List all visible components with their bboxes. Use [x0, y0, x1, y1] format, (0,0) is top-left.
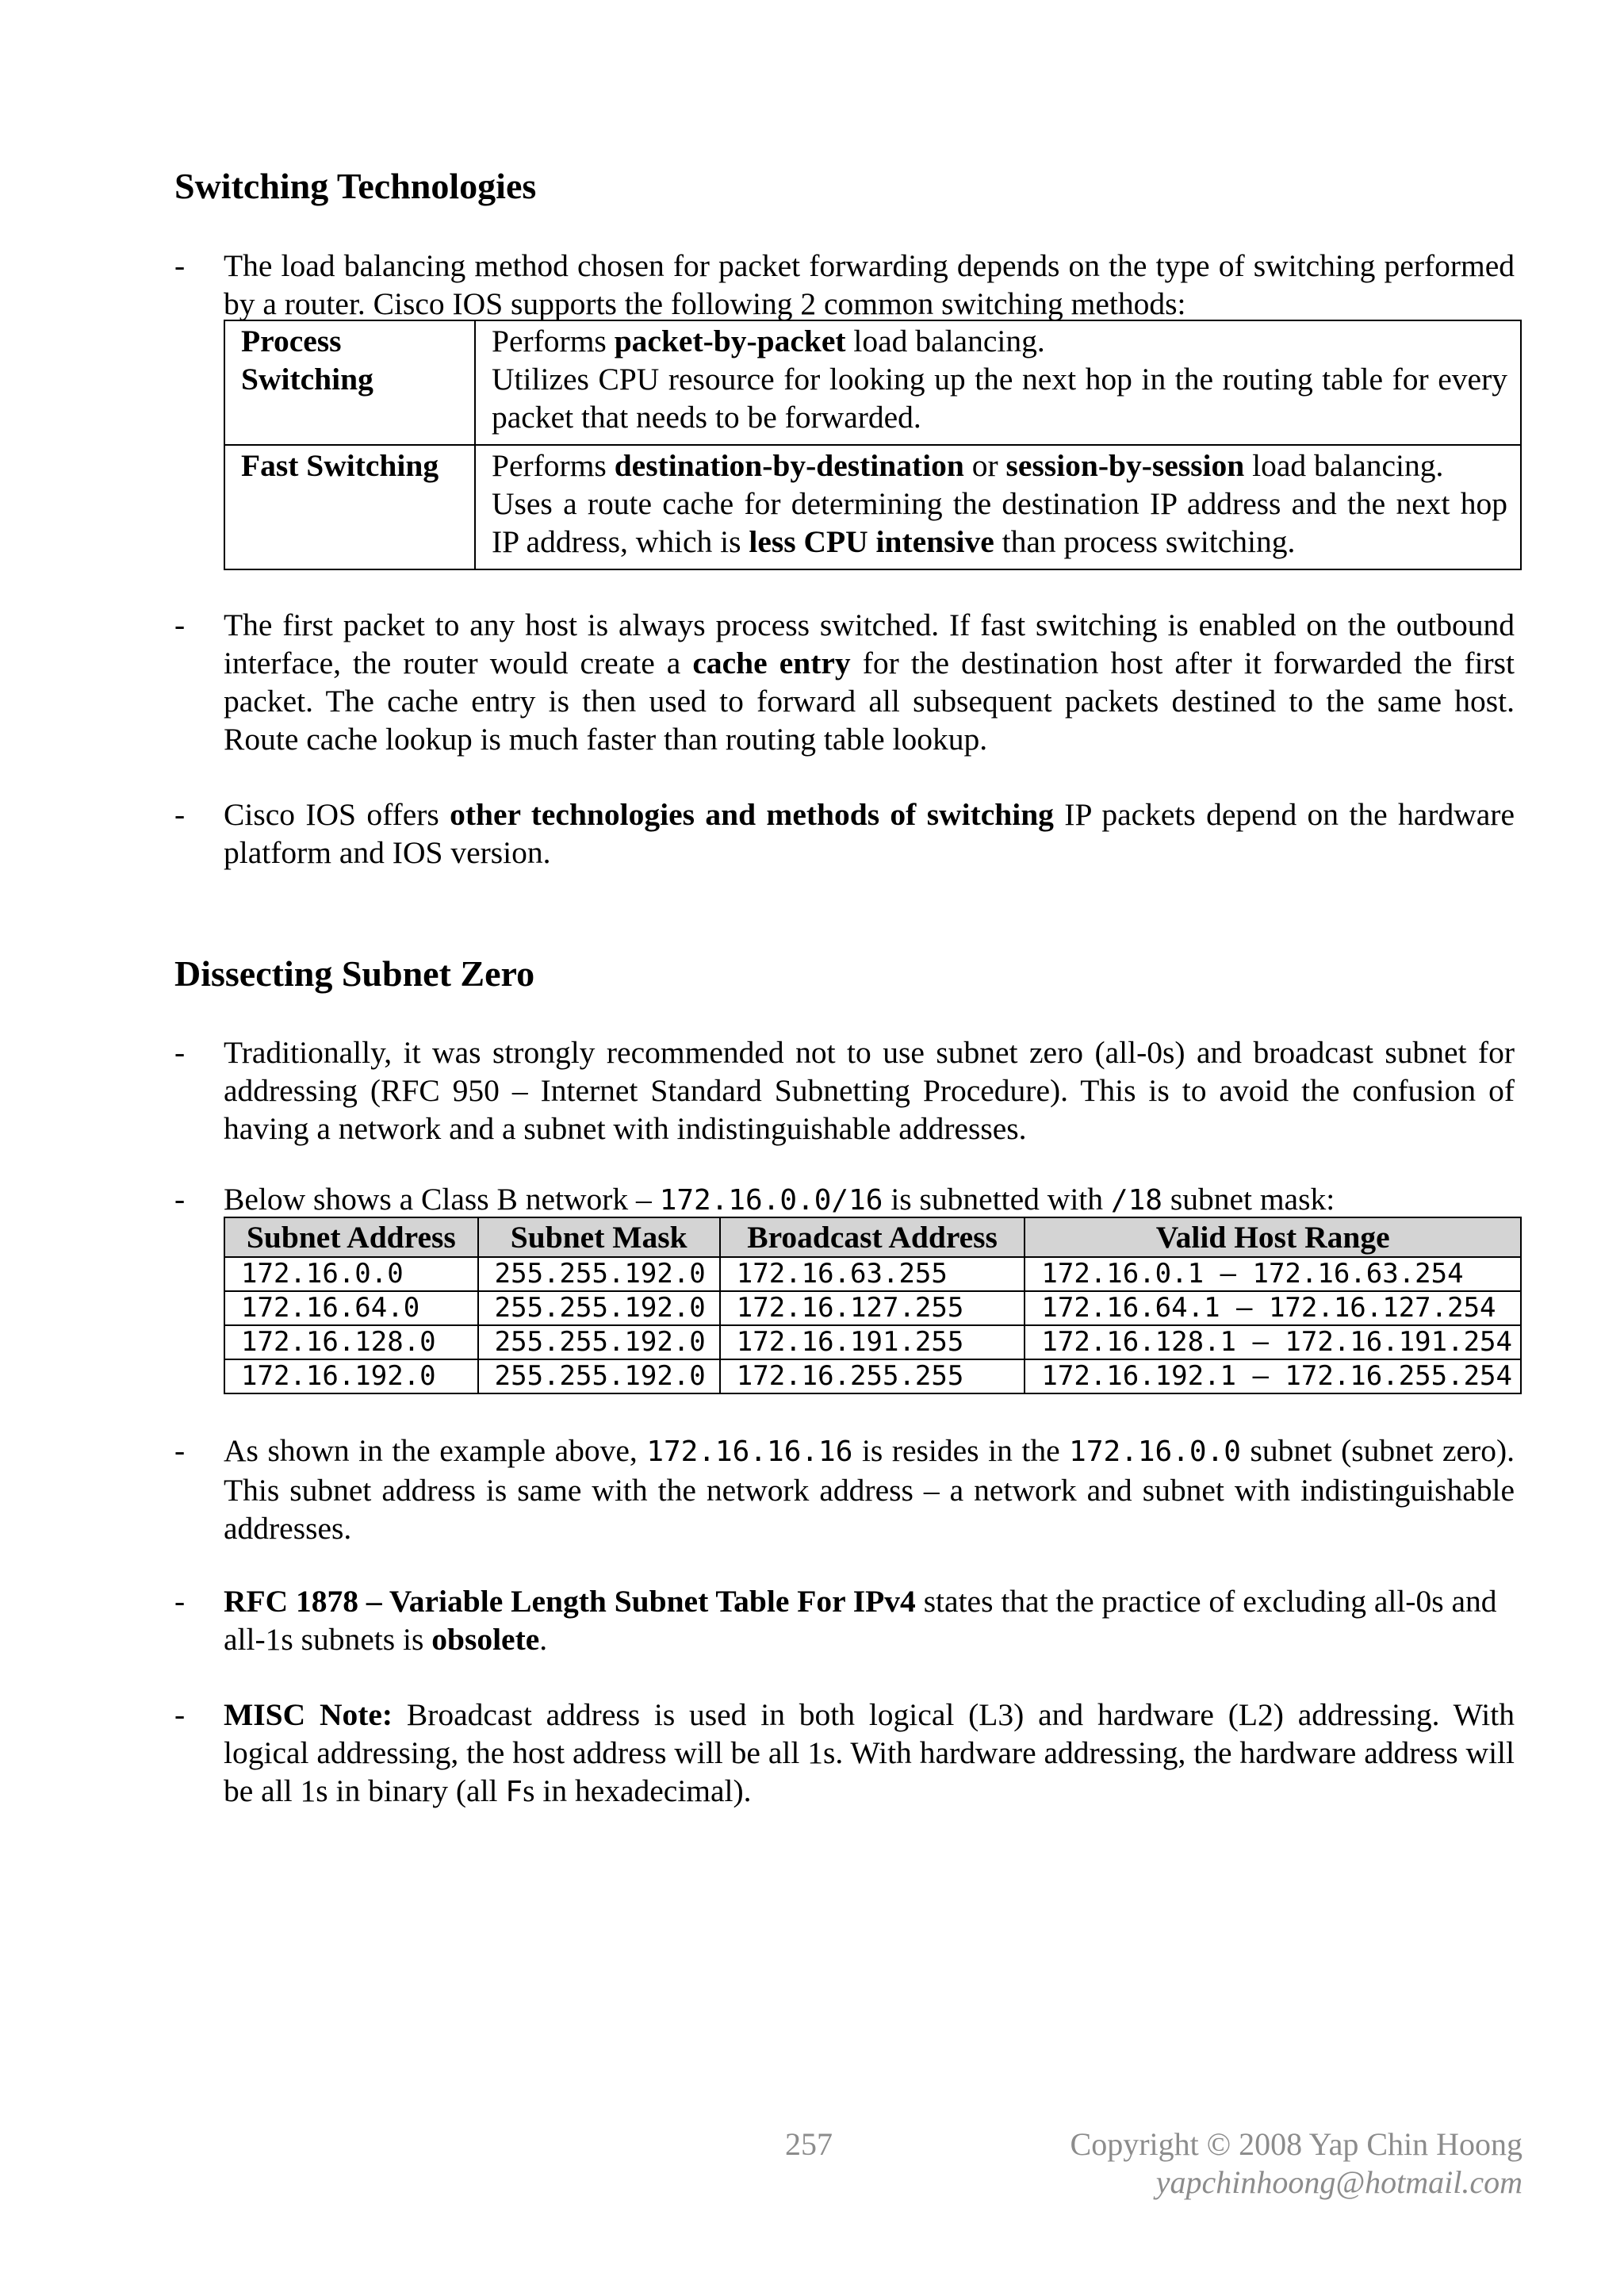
bullet-dash: - [174, 248, 186, 283]
page-number: 257 [785, 2126, 833, 2162]
bullet-traditionally [174, 1033, 1515, 1148]
table-cell: 172.16.0.1 – 172.16.63.254 [1025, 1257, 1521, 1291]
table-cell: 255.255.192.0 [478, 1291, 720, 1325]
table-cell: 172.16.128.1 – 172.16.191.254 [1025, 1325, 1521, 1359]
bullet-load-balancing [174, 247, 1515, 323]
column-header: Subnet Address [224, 1217, 478, 1257]
fast-switching-description: Performs destination-by-destination or session-by-session load balancing. Uses a route cache for determining the destination IP address and the next hop IP address, which is less CPU intensive than process switching. [475, 445, 1521, 569]
bullet-text: MISC Note: Broadcast address is used in both logical (L3) and hardware (L2) addressing. With logical addressing, the host address will be all 1s. With hardware addressing, the hardware address will be all 1s in binary (all Fs in hexadecimal). [224, 1697, 1515, 1808]
bullet-dash: - [174, 1697, 186, 1732]
bullet-text: Below shows a Class B network – 172.16.0.0/16 is subnetted with /18 subnet mask: [224, 1182, 1335, 1217]
column-header: Broadcast Address [720, 1217, 1025, 1257]
bullet-dash: - [174, 1433, 186, 1468]
table-cell: 172.16.191.255 [720, 1325, 1025, 1359]
table-cell: 172.16.64.0 [224, 1291, 478, 1325]
bullet-dash: - [174, 1182, 186, 1217]
bullet-first-packet [174, 606, 1515, 758]
column-header: Subnet Mask [478, 1217, 720, 1257]
table-cell: 172.16.127.255 [720, 1291, 1025, 1325]
bullet-dash: - [174, 1035, 186, 1070]
bullet-text: As shown in the example above, 172.16.16.16 is resides in the 172.16.0.0 subnet (subnet zero). This subnet address is same with the network address – a network and subnet with indistinguishable addresses. [224, 1433, 1515, 1546]
fast-switching-label: Fast Switching [224, 445, 475, 569]
process-switching-label: Process Switching [224, 320, 475, 445]
heading-dissecting-subnet-zero: Dissecting Subnet Zero [174, 953, 535, 994]
bullet-text: Cisco IOS offers other technologies and methods of switching IP packets depend on the hardware platform and IOS version. [224, 797, 1515, 870]
process-switching-description: Performs packet-by-packet load balancing. Utilizes CPU resource for looking up the next hop in the routing table for every packet that needs to be forwarded. [475, 320, 1521, 445]
subnet-table [224, 1217, 1522, 1394]
column-header: Valid Host Range [1025, 1217, 1521, 1257]
table-row [224, 1325, 1521, 1359]
table-cell: 172.16.63.255 [720, 1257, 1025, 1291]
heading-switching-technologies: Switching Technologies [174, 166, 537, 206]
bullet-subnet-zero-example [174, 1432, 1515, 1547]
bullet-rfc-1878 [174, 1582, 1515, 1658]
bullet-dash: - [174, 1584, 186, 1619]
table-cell: 172.16.128.0 [224, 1325, 478, 1359]
bullet-other-technologies [174, 795, 1515, 872]
table-cell: 172.16.192.0 [224, 1359, 478, 1393]
bullet-dash: - [174, 797, 186, 832]
bullet-text: Traditionally, it was strongly recommended not to use subnet zero (all-0s) and broadcast subnet for addressing (RFC 950 – Internet Standard Subnetting Procedure). This is to avoid the confusion of having a network and a subnet with indistinguishable addresses. [224, 1035, 1515, 1146]
bullet-text: The load balancing method chosen for packet forwarding depends on the type of switching performed by a router. Cisco IOS supports the following 2 common switching methods: [224, 248, 1515, 321]
table-header-row [224, 1217, 1521, 1257]
table-row [224, 1359, 1521, 1393]
author-email: yapchinhoong@hotmail.com [1155, 2164, 1522, 2200]
table-cell: 255.255.192.0 [478, 1325, 720, 1359]
copyright-notice: Copyright © 2008 Yap Chin Hoong [1070, 2126, 1522, 2162]
bullet-misc-note [174, 1696, 1515, 1811]
table-row [224, 1257, 1521, 1291]
table-cell: 172.16.192.1 – 172.16.255.254 [1025, 1359, 1521, 1393]
bullet-text: RFC 1878 – Variable Length Subnet Table For IPv4 states that the practice of excluding all-0s and all-1s subnets is obsolete. [224, 1584, 1497, 1657]
bullet-dash: - [174, 608, 186, 642]
switching-methods-table [224, 320, 1522, 570]
table-row [224, 320, 1521, 445]
table-cell: 172.16.255.255 [720, 1359, 1025, 1393]
bullet-text: The first packet to any host is always process switched. If fast switching is enabled on the outbound interface, the router would create a cache entry for the destination host after it forwarded the first packet. The cache entry is then used to forward all subsequent packets destined to the same host. Route cache lookup is much faster than routing table lookup. [224, 608, 1515, 757]
table-cell: 255.255.192.0 [478, 1257, 720, 1291]
table-row [224, 1291, 1521, 1325]
table-cell: 255.255.192.0 [478, 1359, 720, 1393]
table-row [224, 445, 1521, 569]
table-cell: 172.16.0.0 [224, 1257, 478, 1291]
bullet-class-b-network [174, 1180, 1515, 1220]
table-cell: 172.16.64.1 – 172.16.127.254 [1025, 1291, 1521, 1325]
